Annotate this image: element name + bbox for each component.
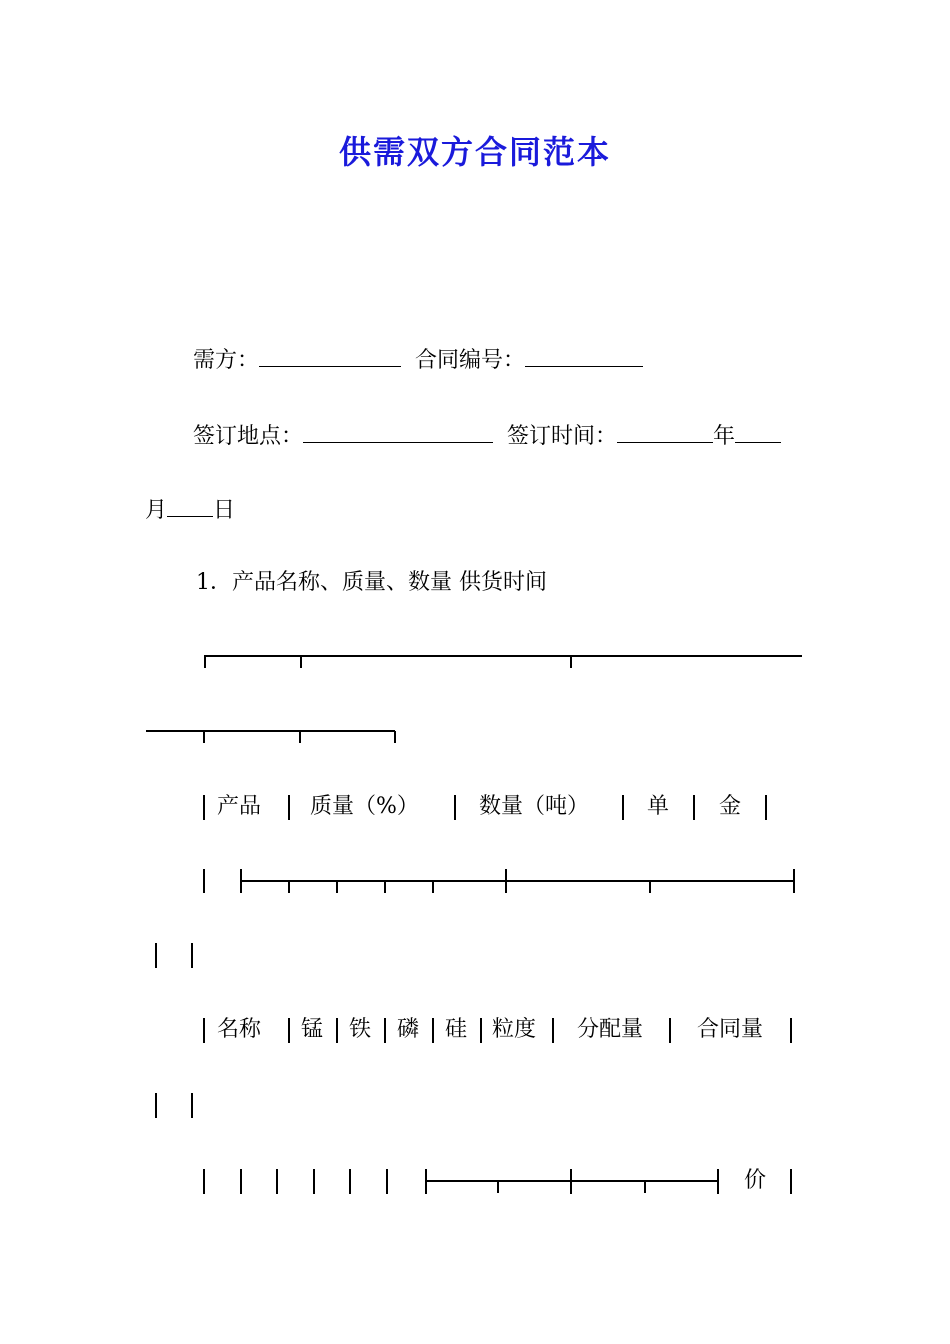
cell-quality: 质量（%） bbox=[310, 794, 419, 819]
year-label: 年 bbox=[713, 424, 736, 449]
document-title: 供需双方合同范本 bbox=[338, 133, 611, 171]
cell-fe: 铁 bbox=[349, 1017, 372, 1042]
cell-p: 磷 bbox=[397, 1017, 420, 1042]
cell-granularity: 粒度 bbox=[492, 1017, 537, 1042]
cell-product: 产品 bbox=[217, 794, 262, 819]
sign-place-label: 签订地点： bbox=[193, 424, 304, 449]
cell-price: 价 bbox=[744, 1168, 767, 1193]
section-1-heading: 1．产品名称、质量、数量 供货时间 bbox=[196, 570, 547, 595]
day-label: 日 bbox=[213, 498, 236, 523]
cell-allocation: 分配量 bbox=[577, 1017, 644, 1042]
cell-name: 名称 bbox=[217, 1017, 262, 1042]
cell-quantity: 数量（吨） bbox=[479, 794, 590, 819]
contract-no-label: 合同编号： bbox=[415, 348, 526, 373]
cell-contract-qty: 合同量 bbox=[697, 1017, 764, 1042]
cell-mn: 锰 bbox=[301, 1017, 324, 1042]
buyer-label: 需方： bbox=[193, 348, 260, 373]
sign-time-label: 签订时间： bbox=[507, 424, 618, 449]
cell-unit: 单 bbox=[647, 794, 670, 819]
cell-si: 硅 bbox=[445, 1017, 468, 1042]
month-label: 月 bbox=[145, 498, 168, 523]
cell-amount: 金 bbox=[719, 794, 742, 819]
